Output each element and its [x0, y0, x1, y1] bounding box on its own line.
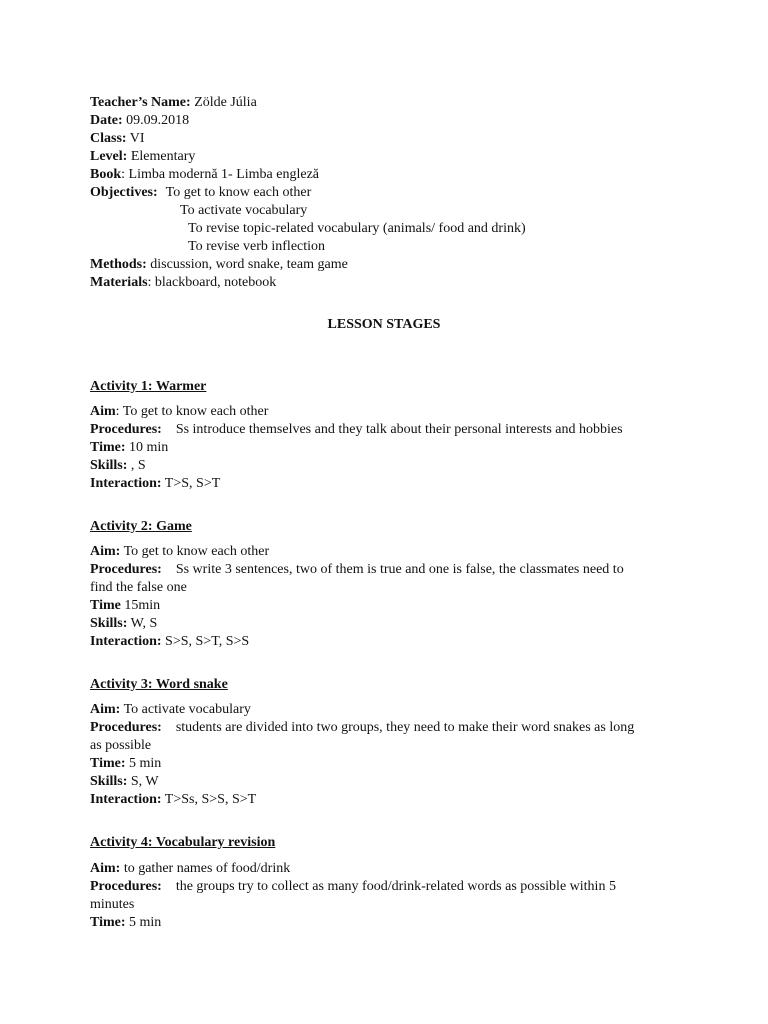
aim-line: Aim: To get to know each other [90, 544, 270, 559]
procedures-continuation: find the false one [90, 580, 187, 595]
skills-line: Skills: S, W [90, 774, 159, 789]
skills-line: Skills: , S [90, 458, 146, 473]
activity-title: Activity 3: Word snake [90, 677, 228, 692]
procedures-continuation: as possible [90, 738, 152, 753]
section-title: LESSON STAGES [327, 317, 441, 332]
objective-item: To revise topic-related vocabulary (animals/ food and drink) [188, 221, 526, 236]
aim-line: Aim: to gather names of food/drink [90, 861, 291, 876]
time-line: Time: 10 min [90, 440, 169, 455]
procedures-line: Procedures: the groups try to collect as many food/drink-related words as possible within 5 [90, 879, 616, 894]
objective-item: To revise verb inflection [188, 239, 326, 254]
interaction-line: Interaction: T>S, S>T [90, 476, 221, 491]
objectives-line: Objectives: To get to know each other [90, 185, 312, 200]
interaction-line: Interaction: S>S, S>T, S>S [90, 634, 250, 649]
objective-item: To get to know each other [165, 185, 312, 200]
methods-line: Methods: discussion, word snake, team game [90, 257, 348, 272]
time-line: Time 15min [90, 598, 161, 613]
level-line: Level: Elementary [90, 149, 196, 164]
date-line: Date: 09.09.2018 [90, 113, 190, 128]
skills-line: Skills: W, S [90, 616, 158, 631]
activity-title: Activity 4: Vocabulary revision [90, 835, 276, 850]
time-line: Time: 5 min [90, 756, 162, 771]
procedures-line: Procedures: Ss write 3 sentences, two of them is true and one is false, the classmates need to [90, 562, 624, 577]
time-line: Time: 5 min [90, 915, 162, 930]
activity-title: Activity 1: Warmer [90, 379, 207, 394]
procedures-line: Procedures: students are divided into two groups, they need to make their word snakes as long [90, 720, 635, 735]
aim-line: Aim: To activate vocabulary [90, 702, 251, 717]
objective-item: To activate vocabulary [180, 203, 308, 218]
procedures-line: Procedures: Ss introduce themselves and they talk about their personal interests and hobbies [90, 422, 623, 437]
teacher-name-line: Teacher’s Name: Zölde Júlia [90, 95, 257, 110]
procedures-continuation: minutes [90, 897, 135, 912]
book-line: Book: Limba modernă 1- Limba engleză [90, 167, 319, 182]
activity-title: Activity 2: Game [90, 519, 192, 534]
class-line: Class: VI [90, 131, 145, 146]
interaction-line: Interaction: T>Ss, S>S, S>T [90, 792, 257, 807]
aim-line: Aim: To get to know each other [90, 404, 269, 419]
materials-line: Materials: blackboard, notebook [90, 275, 277, 290]
